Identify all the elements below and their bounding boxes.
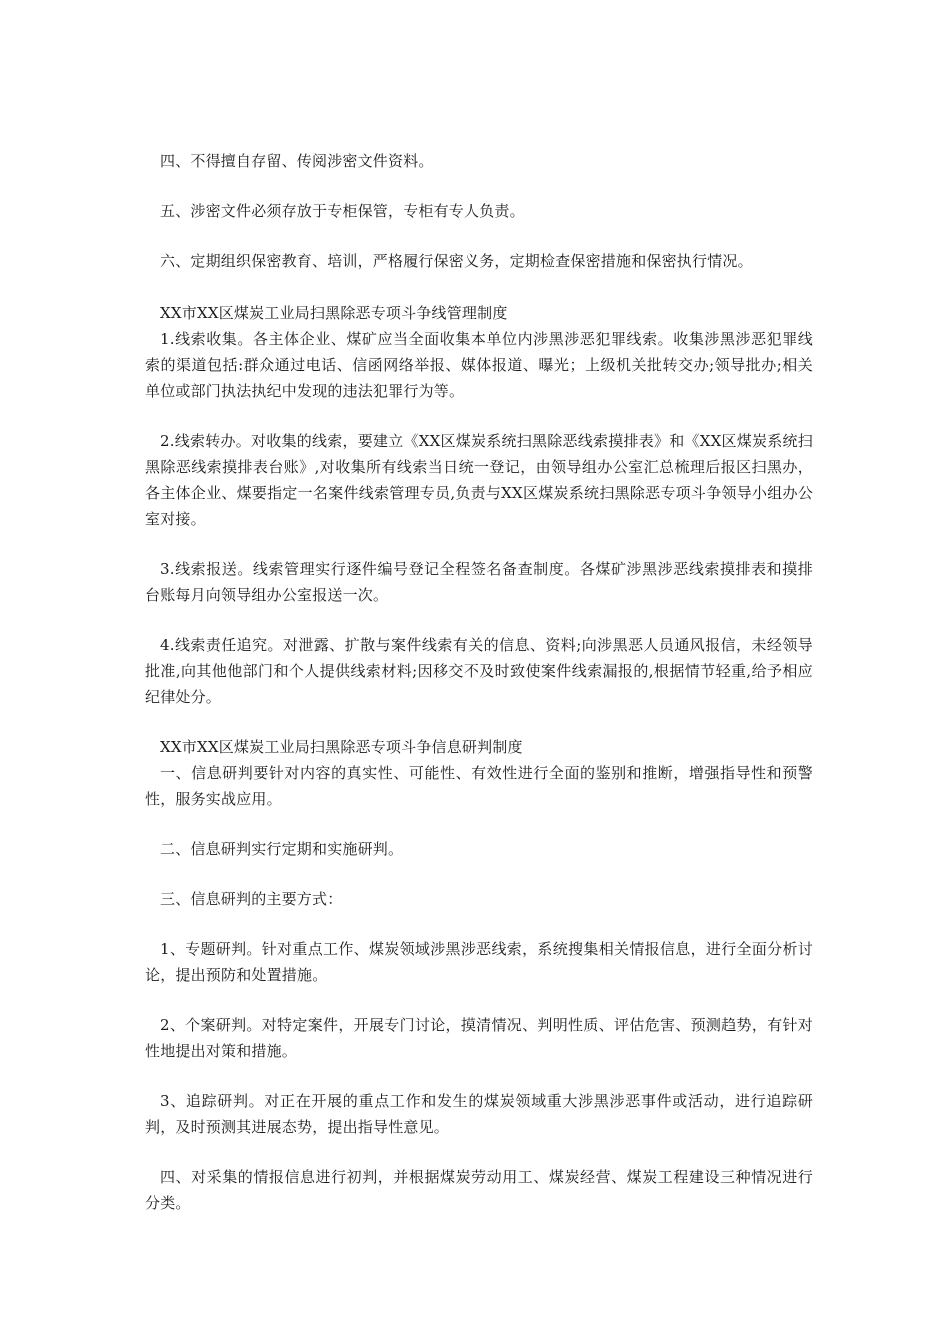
paragraph: 四、不得擅自存留、传阅涉密文件资料。 xyxy=(160,152,434,170)
paragraph: 1.线索收集。各主体企业、煤矿应当全面收集本单位内涉黑涉恶犯罪线索。收集涉黑涉恶犯罪线索的渠道包括:群众通过电话、信函网络举报、媒体报道、曝光；上级机关批转交办;领导批办;相关单位或部门执法执纪中发现的违法犯罪行为等。 xyxy=(145,330,813,400)
paragraph: 1、专题研判。针对重点工作、煤炭领域涉黑涉恶线索，系统搜集相关情报信息，进行全面分析讨论，提出预防和处置措施。 xyxy=(145,940,813,984)
section-title: XX市XX区煤炭工业局扫黑除恶专项斗争信息研判制度 xyxy=(160,738,523,756)
paragraph: 二、信息研判实行定期和实施研判。 xyxy=(160,840,404,858)
paragraph: 三、信息研判的主要方式： xyxy=(160,890,343,908)
paragraph: 五、涉密文件必须存放于专柜保管，专柜有专人负责。 xyxy=(160,202,525,220)
paragraph: 4.线索责任追究。对泄露、扩散与案件线索有关的信息、资料;向涉黑恶人员通风报信，未经领导批准,向其他他部门和个人提供线索材料;因移交不及时致使案件线索漏报的,根据情节轻重,给予相应纪律处分。 xyxy=(145,636,813,706)
paragraph: 六、定期组织保密教育、培训，严格履行保密义务，定期检查保密措施和保密执行情况。 xyxy=(160,252,753,270)
section-title: XX市XX区煤炭工业局扫黑除恶专项斗争线管理制度 xyxy=(160,304,508,322)
paragraph: 一、信息研判要针对内容的真实性、可能性、有效性进行全面的鉴别和推断，增强指导性和预警性，服务实战应用。 xyxy=(145,764,813,808)
paragraph: 2、个案研判。对特定案件，开展专门讨论，摸清情况、判明性质、评估危害、预测趋势，有针对性地提出对策和措施。 xyxy=(145,1016,813,1060)
paragraph: 四、对采集的情报信息进行初判，并根据煤炭劳动用工、煤炭经营、煤炭工程建设三种情况进行分类。 xyxy=(145,1168,813,1212)
paragraph: 3、追踪研判。对正在开展的重点工作和发生的煤炭领域重大涉黑涉恶事件或活动，进行追踪研判，及时预测其进展态势，提出指导性意见。 xyxy=(145,1092,813,1136)
document-page xyxy=(145,148,813,1216)
paragraph: 3.线索报送。线索管理实行逐件编号登记全程签名备查制度。各煤矿涉黑涉恶线索摸排表和摸排台账每月向领导组办公室报送一次。 xyxy=(145,560,813,604)
paragraph: 2.线索转办。对收集的线索，要建立《XX区煤炭系统扫黑除恶线索摸排表》和《XX区煤炭系统扫黑除恶线索摸排表台账》,对收集所有线索当日统一登记，由领导组办公室汇总梳理后报区扫黑办，各主体企业、煤要指定一名案件线索管理专员,负责与XX区煤炭系统扫黑除恶专项斗争领导小组办公室对接。 xyxy=(145,432,813,528)
